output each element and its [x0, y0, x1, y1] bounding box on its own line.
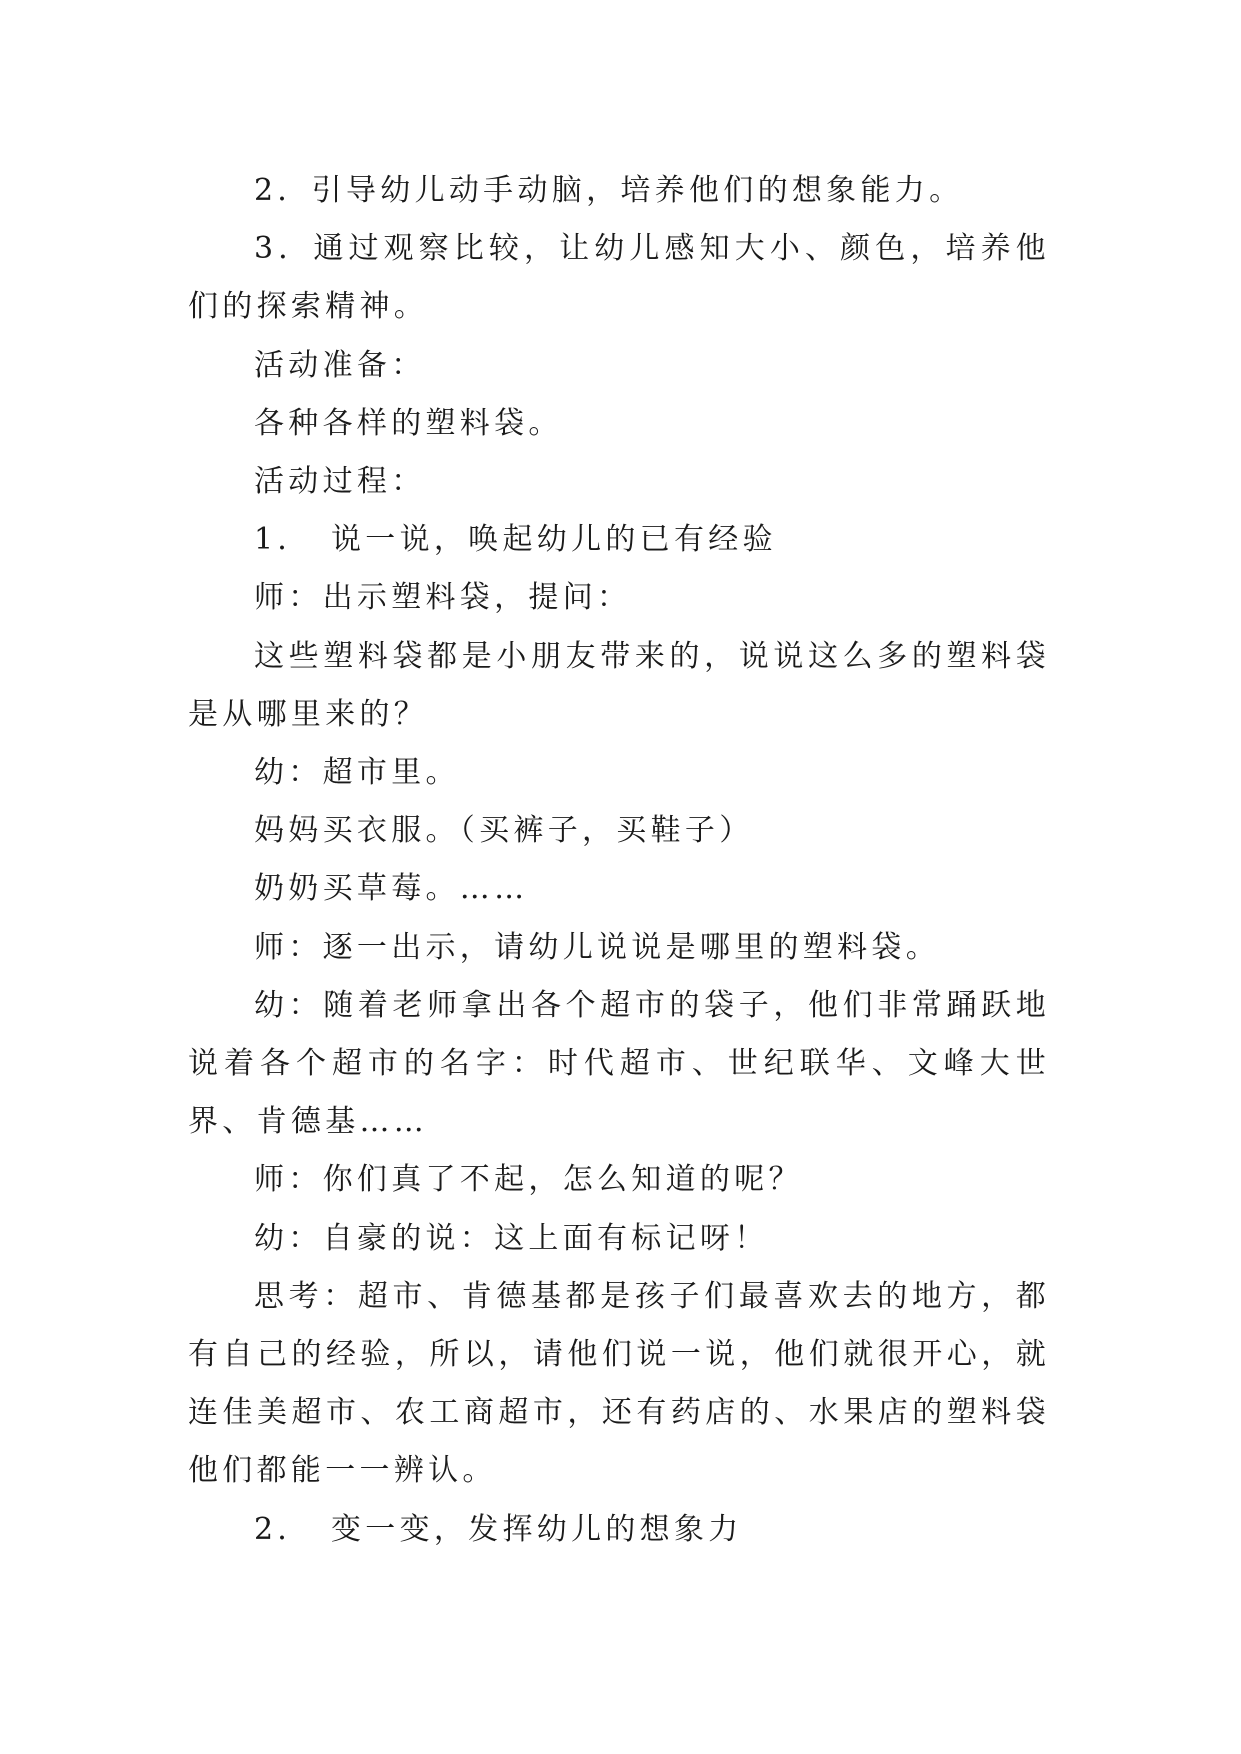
paragraph-child-answer-1: 幼：超市里。 — [254, 755, 460, 791]
paragraph-preparation-materials: 各种各样的塑料袋。 — [254, 405, 563, 441]
paragraph-reflection: 思考：超市、肯德基都是孩子们最喜欢去的地方，都有自己的经验，所以，请他们说一说，他们就很开心，就连佳美超市、农工商超市，还有药店的、水果店的塑料袋他们都能一一辨认。 — [188, 1278, 1050, 1489]
paragraph-step-2-heading: 2． 变一变，发挥幼儿的想象力 — [254, 1511, 743, 1547]
paragraph-question-text: 这些塑料袋都是小朋友带来的，说说这么多的塑料袋是从哪里来的？ — [188, 638, 1050, 732]
paragraph-teacher-praise: 师：你们真了不起，怎么知道的呢？ — [254, 1162, 803, 1198]
paragraph-child-supermarkets: 幼：随着老师拿出各个超市的袋子，他们非常踊跃地说着各个超市的名字：时代超市、世纪联华、文峰大世界、肯德基…… — [188, 987, 1050, 1140]
paragraph-teacher-question: 师：出示塑料袋，提问： — [254, 580, 632, 616]
document-body — [188, 162, 1050, 1559]
paragraph-step-1-heading: 1． 说一说，唤起幼儿的已有经验 — [254, 522, 777, 558]
paragraph-child-answer-2: 妈妈买衣服。（买裤子，买鞋子） — [254, 813, 754, 849]
paragraph-preparation-heading: 活动准备： — [254, 347, 426, 383]
paragraph-child-proud: 幼：自豪的说：这上面有标记呀！ — [254, 1220, 769, 1256]
paragraph-objective-2: 2．引导幼儿动手动脑，培养他们的想象能力。 — [254, 173, 964, 208]
paragraph-process-heading: 活动过程： — [254, 464, 426, 500]
paragraph-teacher-show: 师：逐一出示，请幼儿说说是哪里的塑料袋。 — [254, 929, 940, 965]
paragraph-child-answer-3: 奶奶买草莓。…… — [254, 871, 529, 907]
paragraph-objective-3: 3．通过观察比较，让幼儿感知大小、颜色，培养他们的探索精神。 — [188, 231, 1050, 325]
